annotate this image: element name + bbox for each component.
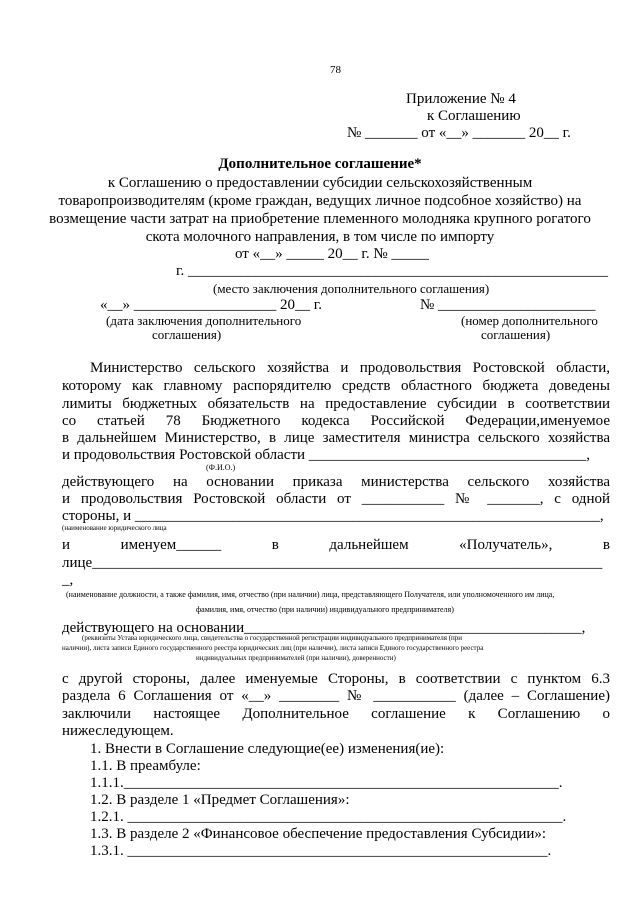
body-p1-line-6: и продовольствия Ростовской области _____________________________________, [62, 447, 591, 463]
date-caption-1: (дата заключения дополнительного [106, 313, 302, 328]
appendix-agreement-ref: к Соглашению [427, 108, 521, 124]
number-caption-2: соглашения) [481, 327, 551, 342]
date-caption-2: соглашения) [152, 327, 222, 342]
body-p2-line-2: и продовольствия Ростовской области от ___________ № _______, с одной [62, 491, 610, 507]
title-line-3: возмещение части затрат на приобретение племенного молодняка крупного рогатого [49, 211, 591, 227]
body-p4-line-3: заключили настоящее Дополнительное соглашение к Соглашению о [62, 706, 610, 722]
body-p1-line-2: которому как главному распорядителю средств областного бюджета доведены [62, 378, 610, 394]
basis-line: действующего на основании_____________________________________________, [62, 620, 586, 636]
body-p2-line-1: действующего на основании приказа министерства сельского хозяйства [62, 474, 610, 490]
item-1-2: 1.2. В разделе 1 «Предмет Соглашения»: [90, 792, 350, 808]
basis-caption-3: индивидуальных предпринимателей (при наличии), доверенности) [196, 654, 396, 662]
appendix-title: Приложение № 4 [406, 91, 516, 107]
item-1-2-1: 1.2.1. __________________________________________________________. [90, 809, 567, 825]
page-number: 78 [330, 64, 341, 76]
org-caption: (наименование юридического лица [62, 524, 167, 532]
date-line: «__» ___________________ 20__ г. [100, 297, 322, 313]
body-p4-line-2: раздела 6 Соглашения от «__» ________ № ___________ (далее – Соглашение) [62, 688, 610, 704]
basis-caption-2: наличии), листа записи Единого государственного реестра юридических лиц (при наличии), листа записи Единого государственного реестра [62, 644, 484, 652]
title-date-number: от «__» _____ 20__ г. № _____ [235, 246, 429, 262]
place-caption: (место заключения дополнительного соглашения) [213, 281, 490, 296]
body-p4-line-4: нижеследующем. [62, 723, 174, 739]
body-p3-line-3: _, [62, 572, 74, 588]
body-p1-line-3: лимиты бюджетных обязательств на предоставление субсидии в соответствии [62, 396, 610, 412]
body-p4-line-1: с другой стороны, далее именуемые Стороны, в соответствии с пунктом 6.3 [62, 671, 610, 687]
number-line: № _____________________ [420, 297, 596, 313]
body-p3-line-2: лице____________________________________________________________________ [62, 555, 603, 571]
fio-caption: (Ф.И.О.) [206, 463, 236, 472]
document-title: Дополнительное соглашение* [218, 156, 422, 172]
body-p1-line-1: Министерство сельского хозяйства и продовольствия Ростовской области, [90, 360, 610, 376]
body-p1-line-5: в дальнейшем Министерство, в лице заместителя министра сельского хозяйства [62, 430, 610, 446]
body-p3-line-1: и именуем______ в дальнейшем «Получатель», в [62, 537, 610, 553]
item-1-3: 1.3. В разделе 2 «Финансовое обеспечение предоставления Субсидии»: [90, 826, 547, 842]
body-p2-line-3: стороны, и ______________________________________________________________, [62, 508, 604, 524]
number-caption-1: (номер дополнительного [461, 313, 598, 328]
body-p1-line-4: со статьей 78 Бюджетного кодекса Российской Федерации,именуемое [62, 413, 610, 429]
title-line-1: к Соглашению о предоставлении субсидии сельскохозяйственным [107, 175, 533, 191]
title-line-2: товаропроизводителям (кроме граждан, ведущих личное подсобное хозяйство) на [58, 193, 582, 209]
title-line-4: скота молочного направления, в том числе по импорту [145, 229, 495, 245]
basis-caption-1: (реквизиты Устава юридического лица, свидетельства о государственной регистрации индивидуального предпринимателя (при [82, 634, 463, 642]
person-caption-1: (наименование должности, а также фамилия, имя, отчество (при наличии) лица, представляющего Получателя, или уполномоченного им лица, [66, 590, 555, 599]
place-line: г. ________________________________________________________ [176, 263, 608, 279]
item-1-3-1: 1.3.1. ________________________________________________________. [90, 843, 552, 859]
person-caption-2: фамилия, имя, отчество (при наличии) индивидуального предпринимателя) [196, 605, 454, 614]
item-1-1-1: 1.1.1.__________________________________________________________. [90, 775, 563, 791]
item-1: 1. Внести в Соглашение следующие(ее) изменения(ие): [90, 741, 445, 757]
item-1-1: 1.1. В преамбуле: [90, 758, 201, 774]
appendix-number-date: № _______ от «__» _______ 20__ г. [347, 125, 571, 141]
